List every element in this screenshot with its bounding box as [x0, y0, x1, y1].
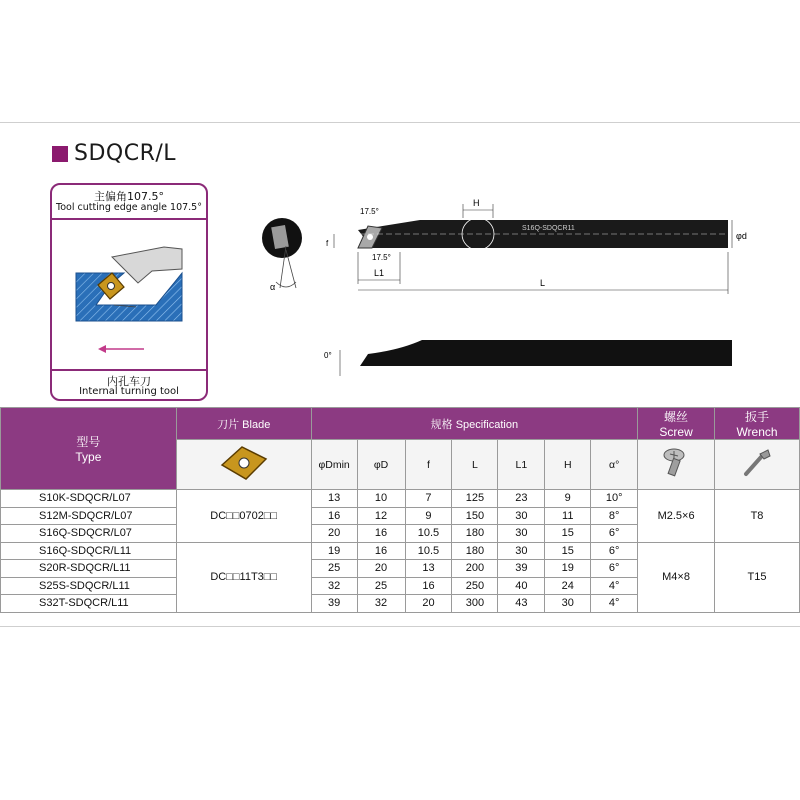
- d-cell: 25: [357, 577, 405, 595]
- blade-cell-group1: DC□□0702□□: [176, 490, 311, 543]
- insert-icon: [216, 443, 272, 483]
- alpha-dim-label: α: [270, 282, 276, 292]
- type-cell: S16Q-SDQCR/L07: [1, 525, 177, 543]
- H-cell: 15: [545, 525, 591, 543]
- H-cell: 30: [545, 595, 591, 613]
- f-cell: 13: [405, 560, 452, 578]
- col-header-H: H: [545, 440, 591, 490]
- col-header-L1: L1: [498, 440, 545, 490]
- screw-column-header: [638, 408, 715, 440]
- dmin-cell: 20: [311, 525, 357, 543]
- d-cell: 16: [357, 525, 405, 543]
- tool-type-label-zh: 内孔车刀: [107, 375, 151, 388]
- dmin-cell: 13: [311, 490, 357, 508]
- type-cell: S32T-SDQCR/L11: [1, 595, 177, 613]
- top-view: [326, 198, 747, 294]
- L1-cell: 39: [498, 560, 545, 578]
- H-cell: 11: [545, 507, 591, 525]
- L1-cell: 30: [498, 542, 545, 560]
- alpha-cell: 4°: [591, 595, 638, 613]
- d-cell: 10: [357, 490, 405, 508]
- wrench-header-zh: 扳手: [745, 410, 770, 424]
- d-cell: 20: [357, 560, 405, 578]
- alpha-cell: 6°: [591, 525, 638, 543]
- phi-d-dim-label: φd: [736, 231, 747, 241]
- panel-divider-bottom: [52, 369, 206, 371]
- L-cell: 125: [452, 490, 498, 508]
- spec-header-label: 规格 Specification: [430, 418, 519, 431]
- f-cell: 16: [405, 577, 452, 595]
- screw-cell-group1: M2.5×6: [638, 490, 715, 543]
- wrench-cell-group2: T15: [715, 542, 800, 612]
- dmin-cell: 16: [311, 507, 357, 525]
- L1-dim-label: L1: [374, 268, 385, 278]
- col-header-f: f: [405, 440, 452, 490]
- cutting-angle-label-en: Tool cutting edge angle 107.5°: [56, 202, 202, 213]
- title-marker-square: [52, 146, 68, 162]
- screw-header-en: Screw: [659, 425, 693, 439]
- type-header-en: Type: [75, 450, 102, 464]
- L-cell: 300: [452, 595, 498, 613]
- L-cell: 180: [452, 542, 498, 560]
- f-cell: 10.5: [405, 542, 452, 560]
- H-cell: 24: [545, 577, 591, 595]
- tool-type-label-en: Internal turning tool: [79, 386, 179, 397]
- type-cell: S25S-SDQCR/L11: [1, 577, 177, 595]
- screw-header-zh: 螺丝: [664, 410, 689, 424]
- f-cell: 20: [405, 595, 452, 613]
- blade-header-label: 刀片 Blade: [217, 418, 271, 431]
- screw-image-cell: [638, 440, 715, 490]
- tool-technical-drawing: [240, 190, 760, 400]
- panel-divider-top: [52, 218, 206, 220]
- dmin-cell: 39: [311, 595, 357, 613]
- specification-table: [0, 407, 800, 613]
- f-cell: 10.5: [405, 525, 452, 543]
- type-cell: S10K-SDQCR/L07: [1, 490, 177, 508]
- col-header-dmin: φDmin: [311, 440, 357, 490]
- screw-cell-group2: M4×8: [638, 542, 715, 612]
- angle-bottom-label: 17.5°: [372, 253, 391, 262]
- type-header-zh: 型号: [76, 435, 101, 449]
- L1-cell: 40: [498, 577, 545, 595]
- col-header-alpha: α°: [591, 440, 638, 490]
- wrench-image-cell: [715, 440, 800, 490]
- L1-cell: 30: [498, 525, 545, 543]
- type-column-header: [1, 408, 177, 490]
- L-cell: 150: [452, 507, 498, 525]
- wrench-column-header: [715, 408, 800, 440]
- L1-cell: 43: [498, 595, 545, 613]
- L-dim-label: L: [540, 278, 546, 288]
- alpha-cell: 6°: [591, 560, 638, 578]
- col-header-L: L: [452, 440, 498, 490]
- L-cell: 180: [452, 525, 498, 543]
- H-cell: 19: [545, 560, 591, 578]
- L1-cell: 30: [498, 507, 545, 525]
- side-view: [324, 340, 732, 376]
- cutting-angle-label-zh: 主偏角107.5°: [94, 190, 164, 203]
- alpha-cell: 8°: [591, 507, 638, 525]
- col-header-d: φD: [357, 440, 405, 490]
- f-cell: 9: [405, 507, 452, 525]
- zero-angle-label: 0°: [324, 351, 332, 360]
- alpha-cell: 6°: [591, 542, 638, 560]
- table-row: [1, 490, 800, 508]
- H-cell: 9: [545, 490, 591, 508]
- L1-cell: 23: [498, 490, 545, 508]
- shank-marking: S16Q-SDQCR11: [522, 225, 575, 232]
- d-cell: 32: [357, 595, 405, 613]
- table-row: [1, 542, 800, 560]
- dmin-cell: 19: [311, 542, 357, 560]
- d-cell: 16: [357, 542, 405, 560]
- L-cell: 200: [452, 560, 498, 578]
- alpha-cell: 4°: [591, 577, 638, 595]
- type-cell: S16Q-SDQCR/L11: [1, 542, 177, 560]
- blade-column-header: [176, 408, 311, 440]
- specification-column-header: [311, 408, 637, 440]
- L-cell: 250: [452, 577, 498, 595]
- end-view: [262, 218, 302, 292]
- wrench-cell-group1: T8: [715, 490, 800, 543]
- dmin-cell: 32: [311, 577, 357, 595]
- d-cell: 12: [357, 507, 405, 525]
- f-dim-label: f: [326, 239, 329, 248]
- type-cell: S20R-SDQCR/L11: [1, 560, 177, 578]
- angle-top-label: 17.5°: [360, 207, 379, 216]
- insert-image-cell: [176, 440, 311, 490]
- internal-turning-illustration: [52, 221, 206, 371]
- dmin-cell: 25: [311, 560, 357, 578]
- alpha-cell: 10°: [591, 490, 638, 508]
- product-title: [52, 141, 176, 166]
- f-cell: 7: [405, 490, 452, 508]
- H-cell: 15: [545, 542, 591, 560]
- product-code: SDQCR/L: [74, 141, 177, 166]
- wrench-icon: [740, 446, 774, 480]
- H-dim-label: H: [473, 198, 480, 208]
- type-cell: S12M-SDQCR/L07: [1, 507, 177, 525]
- wrench-header-en: Wrench: [736, 425, 778, 439]
- screw-icon: [661, 446, 691, 480]
- blade-cell-group2: DC□□11T3□□: [176, 542, 311, 612]
- cutting-angle-panel: [50, 183, 208, 401]
